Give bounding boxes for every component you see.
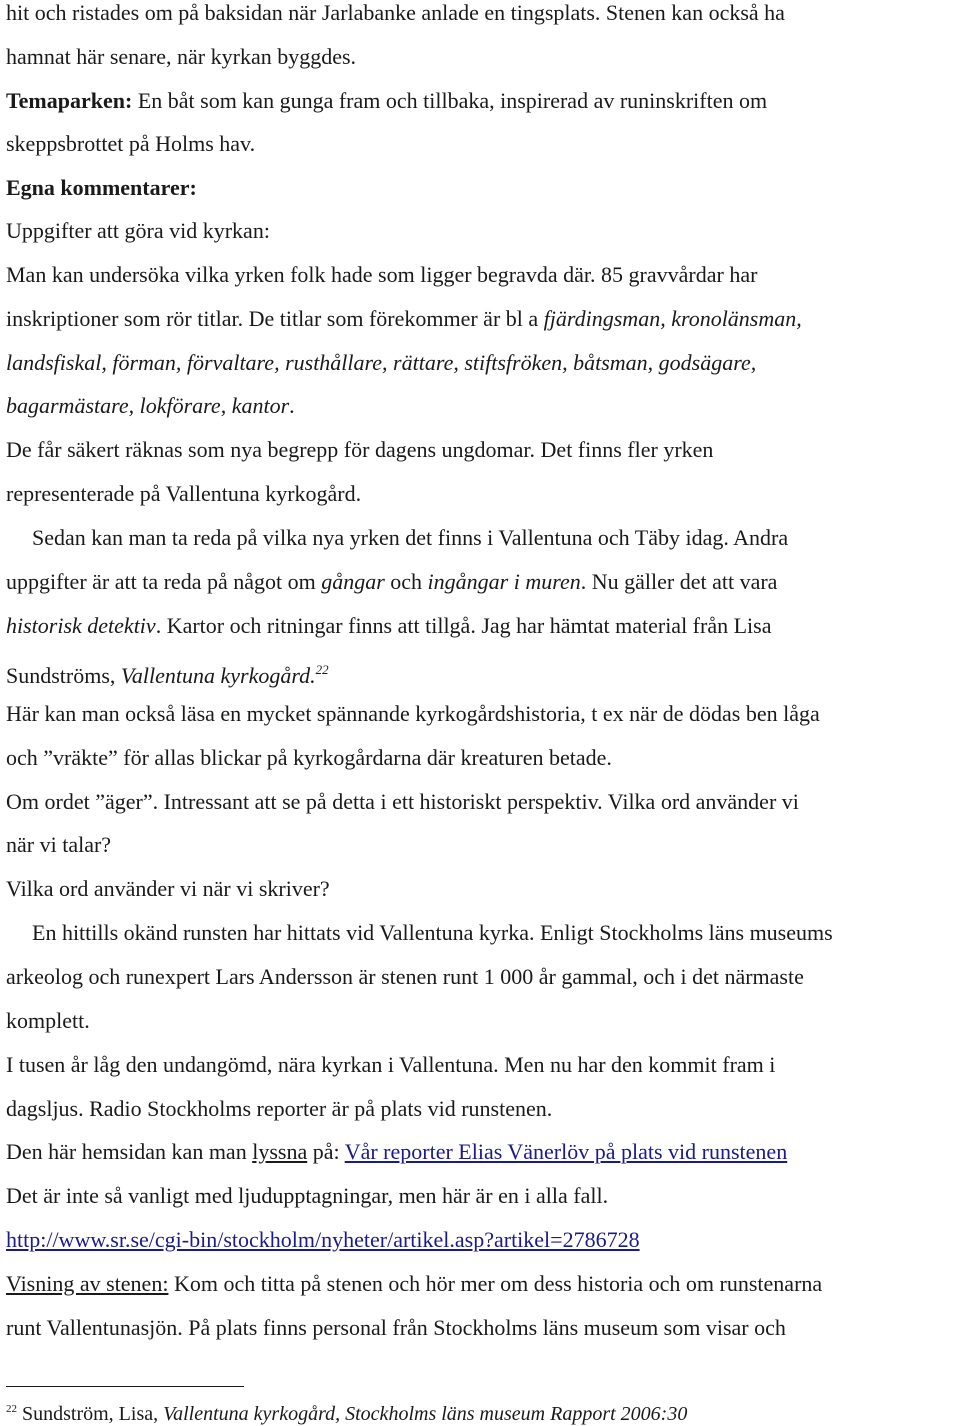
paragraph-line: [32, 525, 788, 551]
text-span: Den här hemsidan kan man: [6, 1139, 253, 1164]
text-span: Sundströms,: [6, 663, 121, 688]
paragraph-line: [6, 0, 785, 26]
paragraph-line: [6, 1139, 787, 1165]
text-span: hit och ristades om på baksidan när Jarlabanke anlade en tingsplats. Stenen kan också ha: [6, 0, 785, 25]
text-span: komplett.: [6, 1008, 90, 1033]
paragraph-line: [6, 262, 757, 288]
text-span: En hittills okänd runsten har hittats vid Vallentuna kyrka. Enligt Stockholms läns museums: [32, 920, 833, 945]
text-span: representerade på Vallentuna kyrkogård.: [6, 481, 362, 506]
paragraph-line: [6, 44, 356, 70]
paragraph-line: [6, 1096, 552, 1122]
footnote-ref[interactable]: 22: [315, 662, 329, 677]
footnote-author: Sundström, Lisa,: [17, 1403, 164, 1425]
text-span: på:: [307, 1139, 345, 1164]
paragraph-line: [6, 832, 111, 858]
paragraph-line: [6, 1227, 640, 1253]
text-span: inskriptioner som rör titlar. De titlar som förekommer är bl a: [6, 306, 544, 331]
text-span: Kom och titta på stenen och hör mer om dess historia och om runstenarna: [168, 1271, 823, 1296]
paragraph-line: [6, 218, 270, 244]
paragraph-line: [6, 701, 820, 727]
paragraph-line: [6, 569, 777, 595]
italic-span: ingångar i muren: [427, 569, 581, 594]
text-span: Vilka ord använder vi när vi skriver?: [6, 876, 330, 901]
text-span: De får säkert räknas som nya begrepp för dagens ungdomar. Det finns fler yrken: [6, 437, 714, 462]
text-span: skeppsbrottet på Holms hav.: [6, 131, 256, 156]
text-span: Det är inte så vanligt med ljudupptagningar, men här är en i alla fall.: [6, 1183, 609, 1208]
italic-span: bagarmästare, lokförare, kantor: [6, 393, 290, 418]
text-span: En båt som kan gunga fram och tillbaka, inspirerad av runinskriften om: [132, 88, 768, 113]
text-span: Man kan undersöka vilka yrken folk hade som ligger begravda där. 85 gravvårdar har: [6, 262, 758, 287]
paragraph-line: [6, 481, 361, 507]
paragraph-line: [6, 393, 295, 419]
paragraph-line: [6, 613, 771, 639]
paragraph-line: [6, 88, 767, 114]
text-span: I tusen år låg den undangömd, nära kyrkan i Vallentuna. Men nu har den kommit fram i: [6, 1052, 776, 1077]
text-span: . Nu gäller det att vara: [580, 569, 778, 594]
text-span: uppgifter är att ta reda på något om: [6, 569, 322, 594]
text-span: och ”vräkte” för allas blickar på kyrkogårdarna där kreaturen betade.: [6, 745, 612, 770]
text-span: hamnat här senare, när kyrkan byggdes.: [6, 44, 357, 69]
footnote-number: 22: [6, 1403, 17, 1415]
paragraph-line: [32, 920, 833, 946]
italic-span: historisk detektiv: [6, 613, 156, 638]
text-span: runt Vallentunasjön. På plats finns personal från Stockholms läns museum som visar och: [6, 1315, 786, 1340]
reporter-audio-link[interactable]: Vår reporter Elias Vänerlöv på plats vid runstenen: [344, 1139, 788, 1164]
paragraph-line: [6, 1052, 775, 1078]
visning-label: Visning av stenen:: [6, 1271, 169, 1296]
paragraph-line: [6, 131, 255, 157]
text-span: . Kartor och ritningar finns att tillgå. Jag har hämtat material från Lisa: [155, 613, 772, 638]
paragraph-line: [6, 1183, 608, 1209]
paragraph-line: [6, 437, 713, 463]
heading-text: Egna kommentarer:: [6, 175, 197, 200]
text-span: Om ordet ”äger”. Intressant att se på detta i ett historiskt perspektiv. Vilka ord använder vi: [6, 789, 799, 814]
section-heading: [6, 175, 197, 201]
paragraph-line: [6, 1315, 786, 1341]
paragraph-line: [6, 876, 330, 902]
paragraph-line: [6, 1008, 90, 1034]
paragraph-line: [6, 964, 804, 990]
paragraph-line: [6, 350, 756, 376]
sr-article-link[interactable]: http://www.sr.se/cgi-bin/stockholm/nyheter/artikel.asp?artikel=2786728: [6, 1227, 640, 1252]
italic-span: gångar: [321, 569, 385, 594]
footnote-title: Vallentuna kyrkogård, Stockholms läns museum Rapport 2006:30: [163, 1403, 688, 1425]
italic-span: fjärdingsman, kronolänsman,: [543, 306, 802, 331]
text-span: .: [289, 393, 295, 418]
paragraph-line: [6, 789, 799, 815]
footnote-divider: [6, 1386, 244, 1387]
italic-span: landsfiskal, förman, förvaltare, rusthållare, rättare, stiftsfröken, båtsman, godsägare,: [6, 350, 757, 375]
paragraph-line: [6, 745, 612, 771]
text-span: och: [384, 569, 428, 594]
text-span: när vi talar?: [6, 832, 112, 857]
paragraph-line: [6, 657, 329, 689]
text-span: dagsljus. Radio Stockholms reporter är på plats vid runstenen.: [6, 1096, 553, 1121]
underlined-word: lyssna: [252, 1139, 308, 1164]
italic-span: Vallentuna kyrkogård.: [120, 663, 316, 688]
text-span: Sedan kan man ta reda på vilka nya yrken det finns i Vallentuna och Täby idag. Andra: [32, 525, 789, 550]
paragraph-line: [6, 1271, 822, 1297]
paragraph-line: [6, 306, 802, 332]
text-span: Uppgifter att göra vid kyrkan:: [6, 218, 270, 243]
temaparken-label: Temaparken:: [6, 88, 133, 113]
text-span: Här kan man också läsa en mycket spännande kyrkogårdshistoria, t ex när de dödas ben låga: [6, 701, 820, 726]
footnote: [6, 1397, 687, 1426]
text-span: arkeolog och runexpert Lars Andersson är stenen runt 1 000 år gammal, och i det närmaste: [6, 964, 804, 989]
